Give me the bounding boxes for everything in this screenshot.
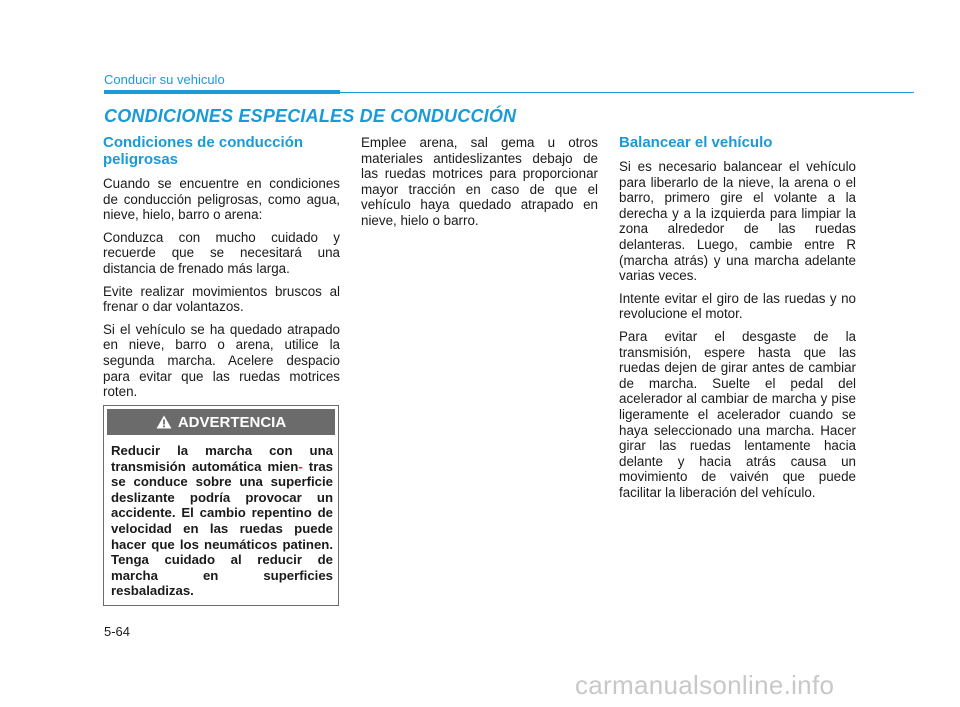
- watermark: carmanualsonline.info: [575, 670, 835, 700]
- column-middle: [361, 135, 598, 236]
- warning-text-part1: Reducir la marcha con una transmisión automática mien: [111, 443, 333, 474]
- section-heading-hazardous: Condiciones de conducción peligrosas: [103, 134, 304, 168]
- paragraph: Para evitar el desgaste de la transmisión, espere hasta que las ruedas dejen de girar antes de cambiar de marcha. Suelte el pedal del acelerador al cambiar de marcha y pise ligeramente el acelerador cuando se haya seleccionado una marcha. Hacer girar las ruedas lentamente hacia delante y hacia atrás causa un movimiento de vaivén que puede facilitar la liberación del vehículo.: [619, 328, 856, 500]
- header-rule-thin: [340, 92, 914, 93]
- warning-header: [107, 409, 335, 435]
- paragraph: Cuando se encuentre en condiciones de conducción peligrosas, como agua, nieve, hielo, barro o arena:: [103, 176, 340, 223]
- page-title: CONDICIONES ESPECIALES DE CONDUCCIÓN: [104, 106, 517, 126]
- header-rule-thick: [104, 90, 340, 94]
- section-heading-rocking: Balancear el vehículo: [619, 134, 773, 151]
- page-number: 5-64: [104, 624, 131, 639]
- paragraph: Si es necesario balancear el vehículo para liberarlo de la nieve, la arena o el barro, primero gire el volante a la derecha y a la izquierda para limpiar la zona alrededor de las ruedas delanteras. Luego, cambie entre R (marcha atrás) y una marcha adelante varias veces.: [619, 159, 856, 284]
- section-label: Conducir su vehiculo: [104, 72, 225, 87]
- paragraph: Conduzca con mucho cuidado y recuerde que se necesitará una distancia de frenado más larga.: [103, 229, 340, 276]
- paragraph: Intente evitar el giro de las ruedas y no revolucione el motor.: [619, 290, 856, 322]
- paragraph: Evite realizar movimientos bruscos al frenar o dar volantazos.: [103, 283, 340, 315]
- warning-label: ADVERTENCIA: [177, 413, 287, 431]
- paragraph: Si el vehículo se ha quedado atrapado en nieve, barro o arena, utilice la segunda marcha. Acelere despacio para evitar que las ruedas motrices roten.: [103, 321, 340, 400]
- warning-text-part2: tras se conduce sobre una superficie deslizante podría provocar un accidente. El cambio repentino de velocidad en las ruedas puede hacer que los neumáticos patinen. Tenga cuidado al reducir de marcha en superficies resbaladizas.: [111, 458, 333, 599]
- warning-text: [111, 443, 333, 599]
- column-right: [619, 134, 856, 507]
- warning-triangle-icon: [156, 415, 172, 429]
- column-left: [103, 134, 340, 407]
- paragraph: Emplee arena, sal gema u otros materiales antideslizantes debajo de las ruedas motrices para proporcionar mayor tracción en caso de que el vehículo haya quedado atrapado en nieve, hielo o barro.: [361, 135, 598, 228]
- warning-hyphen: -: [298, 458, 303, 474]
